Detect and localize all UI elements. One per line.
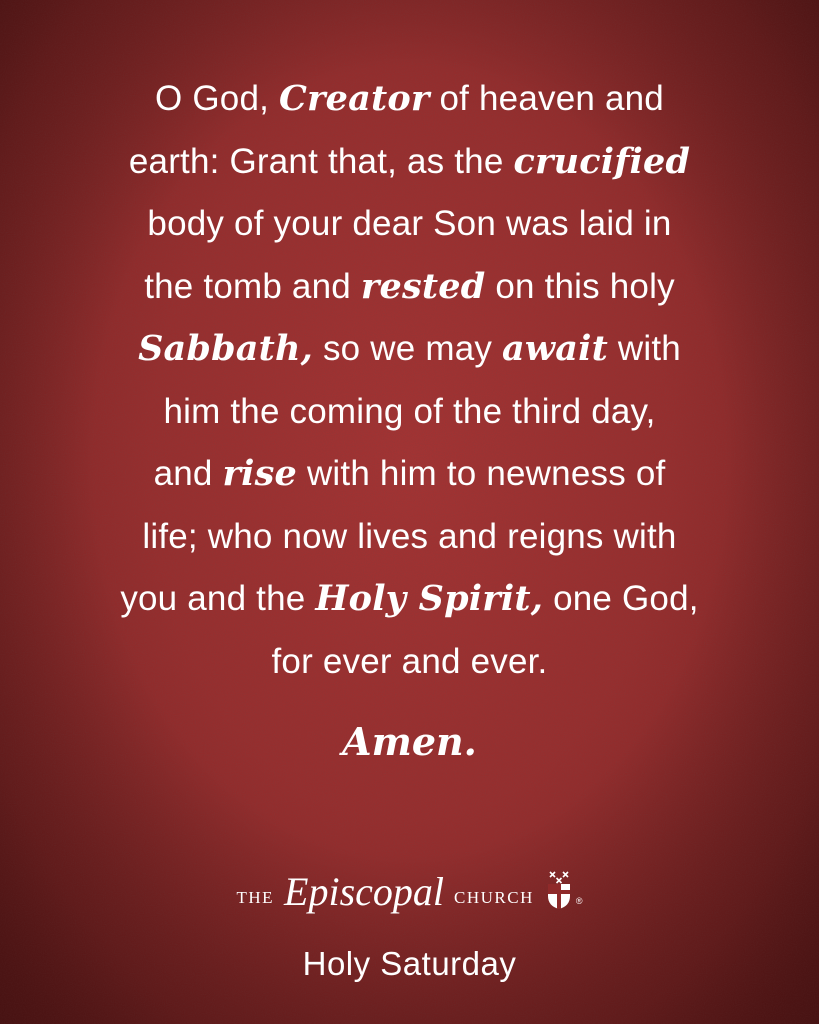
prayer-segment: of heaven and bbox=[429, 79, 664, 118]
prayer-line bbox=[60, 506, 759, 569]
prayer-segment: him the coming of the third day, bbox=[163, 391, 656, 431]
prayer-segment: with him to newness of bbox=[297, 454, 666, 493]
prayer-text bbox=[60, 68, 759, 693]
prayer-line bbox=[60, 193, 759, 256]
prayer-segment: you and the bbox=[120, 579, 316, 618]
prayer-segment: body of your dear Son was laid in bbox=[147, 204, 672, 243]
episcopal-church-logo bbox=[0, 868, 819, 924]
emphasized-word: rested bbox=[360, 265, 486, 307]
logo-prefix: THE bbox=[236, 888, 275, 907]
emphasized-word: crucified bbox=[513, 140, 691, 182]
prayer-segment: so we may bbox=[313, 329, 502, 368]
prayer-line bbox=[60, 381, 759, 444]
emphasized-word: Sabbath, bbox=[138, 328, 314, 369]
prayer-line bbox=[60, 256, 759, 319]
emphasized-word: rise bbox=[222, 453, 298, 494]
registered-mark: ® bbox=[575, 896, 583, 906]
prayer-segment: and bbox=[153, 454, 223, 493]
prayer-segment: one God, bbox=[543, 579, 699, 618]
prayer-segment: with bbox=[607, 329, 681, 368]
prayer-segment: on this holy bbox=[485, 266, 675, 306]
logo-name: Episcopal bbox=[284, 869, 445, 914]
prayer-line bbox=[60, 318, 759, 381]
prayer-line bbox=[60, 568, 759, 631]
prayer-segment: O God, bbox=[155, 79, 279, 118]
amen-text: Amen. bbox=[342, 719, 477, 764]
emphasized-word: Holy Spirit, bbox=[315, 578, 544, 619]
emphasized-word: Creator bbox=[278, 78, 430, 119]
prayer-segment: for ever and ever. bbox=[271, 641, 548, 681]
episcopal-shield-icon bbox=[546, 870, 572, 910]
prayer-segment: life; who now lives and reigns with bbox=[142, 516, 677, 556]
prayer-line bbox=[60, 443, 759, 506]
prayer-line bbox=[60, 68, 759, 131]
prayer-line bbox=[60, 631, 759, 694]
prayer-line bbox=[60, 131, 759, 194]
prayer-segment: the tomb and bbox=[144, 266, 361, 306]
day-title: Holy Saturday bbox=[302, 945, 517, 982]
logo-suffix: CHURCH bbox=[454, 888, 534, 907]
prayer-segment: earth: Grant that, as the bbox=[128, 141, 514, 181]
emphasized-word: await bbox=[502, 328, 608, 369]
